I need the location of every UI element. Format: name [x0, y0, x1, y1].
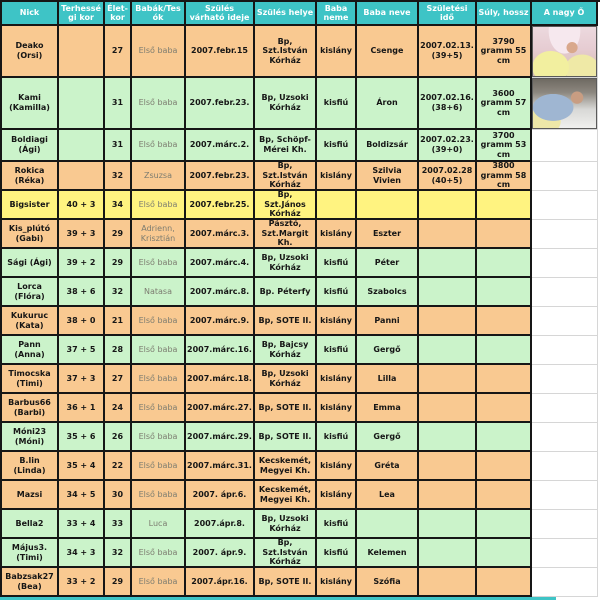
cell-nick: Bigsister	[2, 191, 59, 220]
cell-szuletesi_ido	[419, 452, 477, 481]
cell-baba_neve: Gergő	[357, 423, 419, 452]
cell-eletkor: 26	[105, 423, 132, 452]
cell-terhessegi_kor: 33 + 4	[59, 510, 105, 539]
cell-nick: Május3. (Timi)	[2, 539, 59, 568]
cell-suly_hossz	[477, 568, 532, 597]
cell-nick: Boldiagi (Ági)	[2, 130, 59, 162]
cell-szules_varhato_ideje: 2007.márc.3.	[186, 220, 255, 249]
cell-baba_neve: Lilla	[357, 365, 419, 394]
cell-terhessegi_kor: 39 + 3	[59, 220, 105, 249]
cell-nick: B.lin (Linda)	[2, 452, 59, 481]
cell-szules_helye: Bp. Péterfy	[255, 278, 317, 307]
photo-placeholder-cell	[532, 394, 598, 423]
cell-szules_varhato_ideje: 2007.ápr.8.	[186, 510, 255, 539]
cell-szuletesi_ido	[419, 307, 477, 336]
cell-suly_hossz	[477, 191, 532, 220]
cell-szules_varhato_ideje: 2007.márc.27.	[186, 394, 255, 423]
baby-photo-bassinet	[532, 26, 597, 77]
cell-szuletesi_ido	[419, 336, 477, 365]
cell-babak_tesok: Első baba	[132, 539, 186, 568]
cell-baba_neve	[357, 510, 419, 539]
cell-baba_neve: Gréta	[357, 452, 419, 481]
cell-szules_varhato_ideje: 2007.márc.8.	[186, 278, 255, 307]
cell-baba_neme: kislány	[317, 365, 357, 394]
cell-szules_varhato_ideje: 2007. ápr.9.	[186, 539, 255, 568]
cell-terhessegi_kor: 35 + 4	[59, 452, 105, 481]
cell-suly_hossz	[477, 249, 532, 278]
photo-placeholder-cell	[532, 220, 598, 249]
cell-baba_neve: Péter	[357, 249, 419, 278]
cell-terhessegi_kor: 34 + 3	[59, 539, 105, 568]
cell-baba_neve: Szabolcs	[357, 278, 419, 307]
cell-babak_tesok: Első baba	[132, 336, 186, 365]
cell-nick: Pann (Anna)	[2, 336, 59, 365]
cell-baba_neme: kisfiú	[317, 336, 357, 365]
photo-placeholder-cell	[532, 365, 598, 394]
cell-babak_tesok: Első baba	[132, 130, 186, 162]
cell-babak_tesok: Zsuzsa	[132, 162, 186, 191]
cell-baba_neve: Eszter	[357, 220, 419, 249]
cell-baba_neve: Emma	[357, 394, 419, 423]
cell-nick: Sági (Ági)	[2, 249, 59, 278]
cell-szuletesi_ido: 2007.02.13. (39+5)	[419, 26, 477, 78]
cell-szuletesi_ido	[419, 481, 477, 510]
cell-szules_helye: Bp, SOTE II.	[255, 307, 317, 336]
column-header-szuletesi_ido: Születési idő	[419, 2, 477, 26]
photo-placeholder-cell	[532, 162, 598, 191]
cell-baba_neme: kisfiú	[317, 539, 357, 568]
photo-placeholder-cell	[532, 249, 598, 278]
cell-szules_varhato_ideje: 2007.márc.2.	[186, 130, 255, 162]
cell-szules_varhato_ideje: 2007.febr.25.	[186, 191, 255, 220]
cell-suly_hossz	[477, 278, 532, 307]
cell-szules_helye: Bp, Szt.János Kórház	[255, 191, 317, 220]
photo-placeholder-cell	[532, 510, 598, 539]
cell-szules_helye: Bp, Schöpf-Mérei Kh.	[255, 130, 317, 162]
photo-placeholder-cell	[532, 191, 598, 220]
baby-photo-cell	[532, 78, 598, 130]
cell-eletkor: 21	[105, 307, 132, 336]
cell-baba_neme: kisfiú	[317, 423, 357, 452]
cell-szuletesi_ido	[419, 249, 477, 278]
cell-szules_helye: Bp, Szt.István Kórház	[255, 26, 317, 78]
cell-szules_helye: Bp, Szt.István Kórház	[255, 162, 317, 191]
photo-placeholder-cell	[532, 452, 598, 481]
cell-szules_helye: Bp, SOTE II.	[255, 568, 317, 597]
column-header-babak_tesok: Babák/Tesók	[132, 2, 186, 26]
cell-baba_neve: Szilvia Vivien	[357, 162, 419, 191]
cell-eletkor: 29	[105, 568, 132, 597]
cell-szules_varhato_ideje: 2007.febr.23.	[186, 78, 255, 130]
cell-terhessegi_kor	[59, 78, 105, 130]
cell-szuletesi_ido: 2007.02.28 (40+5)	[419, 162, 477, 191]
cell-szules_varhato_ideje: 2007.ápr.16.	[186, 568, 255, 597]
cell-szules_helye: Bp, SOTE II.	[255, 423, 317, 452]
cell-nick: Timocska (Timi)	[2, 365, 59, 394]
cell-suly_hossz	[477, 481, 532, 510]
cell-baba_neve: Boldizsár	[357, 130, 419, 162]
cell-baba_neme: kislány	[317, 481, 357, 510]
cell-eletkor: 32	[105, 278, 132, 307]
cell-terhessegi_kor: 33 + 2	[59, 568, 105, 597]
cell-suly_hossz	[477, 336, 532, 365]
cell-babak_tesok: Luca	[132, 510, 186, 539]
column-header-eletkor: Élet-kor	[105, 2, 132, 26]
photo-placeholder-cell	[532, 278, 598, 307]
photo-placeholder-cell	[532, 130, 598, 162]
cell-suly_hossz	[477, 539, 532, 568]
cell-babak_tesok: Adrienn, Krisztián	[132, 220, 186, 249]
cell-eletkor: 32	[105, 539, 132, 568]
cell-suly_hossz: 3800 gramm 58 cm	[477, 162, 532, 191]
cell-nick: Babzsak27 (Bea)	[2, 568, 59, 597]
cell-suly_hossz	[477, 452, 532, 481]
cell-baba_neme: kislány	[317, 26, 357, 78]
cell-eletkor: 30	[105, 481, 132, 510]
cell-baba_neme	[317, 191, 357, 220]
cell-terhessegi_kor: 38 + 0	[59, 307, 105, 336]
cell-szules_varhato_ideje: 2007.márc.31.	[186, 452, 255, 481]
cell-baba_neme: kislány	[317, 568, 357, 597]
cell-eletkor: 27	[105, 26, 132, 78]
cell-szules_helye: Kecskemét, Megyei Kh.	[255, 452, 317, 481]
cell-babak_tesok: Első baba	[132, 568, 186, 597]
cell-szules_varhato_ideje: 2007. ápr.6.	[186, 481, 255, 510]
column-header-nick: Nick	[2, 2, 59, 26]
cell-szules_helye: Kecskemét, Megyei Kh.	[255, 481, 317, 510]
column-header-baba_neme: Baba neme	[317, 2, 357, 26]
cell-szuletesi_ido	[419, 220, 477, 249]
photo-placeholder-cell	[532, 539, 598, 568]
photo-placeholder-cell	[532, 423, 598, 452]
cell-terhessegi_kor: 38 + 6	[59, 278, 105, 307]
baby-photo-pillow	[532, 78, 597, 129]
cell-nick: Rokica (Réka)	[2, 162, 59, 191]
cell-szuletesi_ido	[419, 568, 477, 597]
cell-baba_neve	[357, 191, 419, 220]
cell-nick: Barbus66 (Barbi)	[2, 394, 59, 423]
cell-babak_tesok: Első baba	[132, 452, 186, 481]
photo-placeholder-cell	[532, 568, 598, 597]
cell-suly_hossz: 3790 gramm 55 cm	[477, 26, 532, 78]
cell-terhessegi_kor: 37 + 3	[59, 365, 105, 394]
cell-terhessegi_kor	[59, 130, 105, 162]
cell-terhessegi_kor: 39 + 2	[59, 249, 105, 278]
cell-baba_neme: kisfiú	[317, 249, 357, 278]
cell-eletkor: 22	[105, 452, 132, 481]
cell-babak_tesok: Első baba	[132, 249, 186, 278]
cell-eletkor: 31	[105, 130, 132, 162]
column-header-szules_varhato_ideje: Szülés várható ideje	[186, 2, 255, 26]
cell-baba_neme: kisfiú	[317, 510, 357, 539]
cell-eletkor: 31	[105, 78, 132, 130]
cell-szules_varhato_ideje: 2007.márc.18.	[186, 365, 255, 394]
cell-szules_varhato_ideje: 2007.márc.16.	[186, 336, 255, 365]
cell-eletkor: 24	[105, 394, 132, 423]
cell-szules_varhato_ideje: 2007.febr.15	[186, 26, 255, 78]
cell-nick: Kami (Kamilla)	[2, 78, 59, 130]
cell-szuletesi_ido: 2007.02.16. (38+6)	[419, 78, 477, 130]
cell-baba_neme: kislány	[317, 220, 357, 249]
cell-babak_tesok: Első baba	[132, 481, 186, 510]
cell-baba_neme: kislány	[317, 394, 357, 423]
cell-terhessegi_kor	[59, 26, 105, 78]
column-header-a_nagy_o: A nagy Ő	[532, 2, 598, 26]
cell-szules_varhato_ideje: 2007.márc.9.	[186, 307, 255, 336]
cell-terhessegi_kor: 37 + 5	[59, 336, 105, 365]
cell-terhessegi_kor	[59, 162, 105, 191]
cell-szules_helye: Pásztó, Szt.Margit Kh.	[255, 220, 317, 249]
photo-placeholder-cell	[532, 481, 598, 510]
column-header-suly_hossz: Súly, hossz	[477, 2, 532, 26]
cell-szuletesi_ido	[419, 365, 477, 394]
cell-szuletesi_ido	[419, 191, 477, 220]
cell-baba_neme: kisfiú	[317, 278, 357, 307]
baby-photo-cell	[532, 26, 598, 78]
cell-baba_neme: kisfiú	[317, 130, 357, 162]
cell-babak_tesok: Első baba	[132, 423, 186, 452]
cell-nick: Deako (Orsi)	[2, 26, 59, 78]
cell-terhessegi_kor: 40 + 3	[59, 191, 105, 220]
cell-suly_hossz: 3600 gramm 57 cm	[477, 78, 532, 130]
cell-szuletesi_ido	[419, 539, 477, 568]
column-header-szules_helye: Szülés helye	[255, 2, 317, 26]
cell-szuletesi_ido	[419, 510, 477, 539]
cell-babak_tesok: Első baba	[132, 191, 186, 220]
cell-szuletesi_ido	[419, 394, 477, 423]
cell-szules_varhato_ideje: 2007.márc.4.	[186, 249, 255, 278]
cell-szuletesi_ido	[419, 278, 477, 307]
cell-terhessegi_kor: 36 + 1	[59, 394, 105, 423]
cell-eletkor: 33	[105, 510, 132, 539]
cell-szules_helye: Bp, Bajcsy Kórház	[255, 336, 317, 365]
cell-baba_neve: Gergő	[357, 336, 419, 365]
cell-szules_helye: Bp, Uzsoki Kórház	[255, 365, 317, 394]
cell-nick: Kukuruc (Kata)	[2, 307, 59, 336]
photo-placeholder-cell	[532, 307, 598, 336]
cell-eletkor: 34	[105, 191, 132, 220]
cell-nick: Lorca (Flóra)	[2, 278, 59, 307]
column-header-terhessegi_kor: Terhességi kor	[59, 2, 105, 26]
cell-babak_tesok: Első baba	[132, 26, 186, 78]
cell-babak_tesok: Első baba	[132, 394, 186, 423]
cell-suly_hossz	[477, 394, 532, 423]
cell-nick: Kis_plútó (Gabi)	[2, 220, 59, 249]
cell-eletkor: 29	[105, 220, 132, 249]
cell-baba_neve: Csenge	[357, 26, 419, 78]
cell-suly_hossz	[477, 510, 532, 539]
cell-baba_neme: kislány	[317, 452, 357, 481]
cell-suly_hossz: 3700 gramm 53 cm	[477, 130, 532, 162]
cell-nick: Mazsi	[2, 481, 59, 510]
cell-terhessegi_kor: 34 + 5	[59, 481, 105, 510]
photo-placeholder-cell	[532, 336, 598, 365]
cell-terhessegi_kor: 35 + 6	[59, 423, 105, 452]
column-header-baba_neve: Baba neve	[357, 2, 419, 26]
cell-baba_neve: Áron	[357, 78, 419, 130]
cell-baba_neve: Panni	[357, 307, 419, 336]
cell-szules_varhato_ideje: 2007.márc.29.	[186, 423, 255, 452]
cell-babak_tesok: Első baba	[132, 307, 186, 336]
cell-suly_hossz	[477, 423, 532, 452]
cell-szules_helye: Bp, SOTE II.	[255, 394, 317, 423]
cell-suly_hossz	[477, 220, 532, 249]
cell-suly_hossz	[477, 307, 532, 336]
cell-szules_helye: Bp, Uzsoki Kórház	[255, 78, 317, 130]
cell-baba_neme: kislány	[317, 307, 357, 336]
cell-baba_neme: kisfiú	[317, 78, 357, 130]
cell-szuletesi_ido: 2007.02.23. (39+0)	[419, 130, 477, 162]
cell-eletkor: 32	[105, 162, 132, 191]
cell-szules_helye: Bp, Uzsoki Kórház	[255, 249, 317, 278]
cell-eletkor: 29	[105, 249, 132, 278]
cell-babak_tesok: Első baba	[132, 78, 186, 130]
cell-baba_neve: Lea	[357, 481, 419, 510]
cell-szules_helye: Bp, Uzsoki Kórház	[255, 510, 317, 539]
cell-nick: Bella2	[2, 510, 59, 539]
cell-szules_varhato_ideje: 2007.febr.23.	[186, 162, 255, 191]
cell-baba_neve: Szófia	[357, 568, 419, 597]
cell-babak_tesok: Natasa	[132, 278, 186, 307]
cell-eletkor: 27	[105, 365, 132, 394]
cell-eletkor: 28	[105, 336, 132, 365]
cell-baba_neve: Kelemen	[357, 539, 419, 568]
cell-szules_helye: Bp, Szt.István Kórház	[255, 539, 317, 568]
cell-nick: Móni23 (Móni)	[2, 423, 59, 452]
cell-babak_tesok: Első baba	[132, 365, 186, 394]
cell-baba_neme: kislány	[317, 162, 357, 191]
cell-suly_hossz	[477, 365, 532, 394]
cell-szuletesi_ido	[419, 423, 477, 452]
